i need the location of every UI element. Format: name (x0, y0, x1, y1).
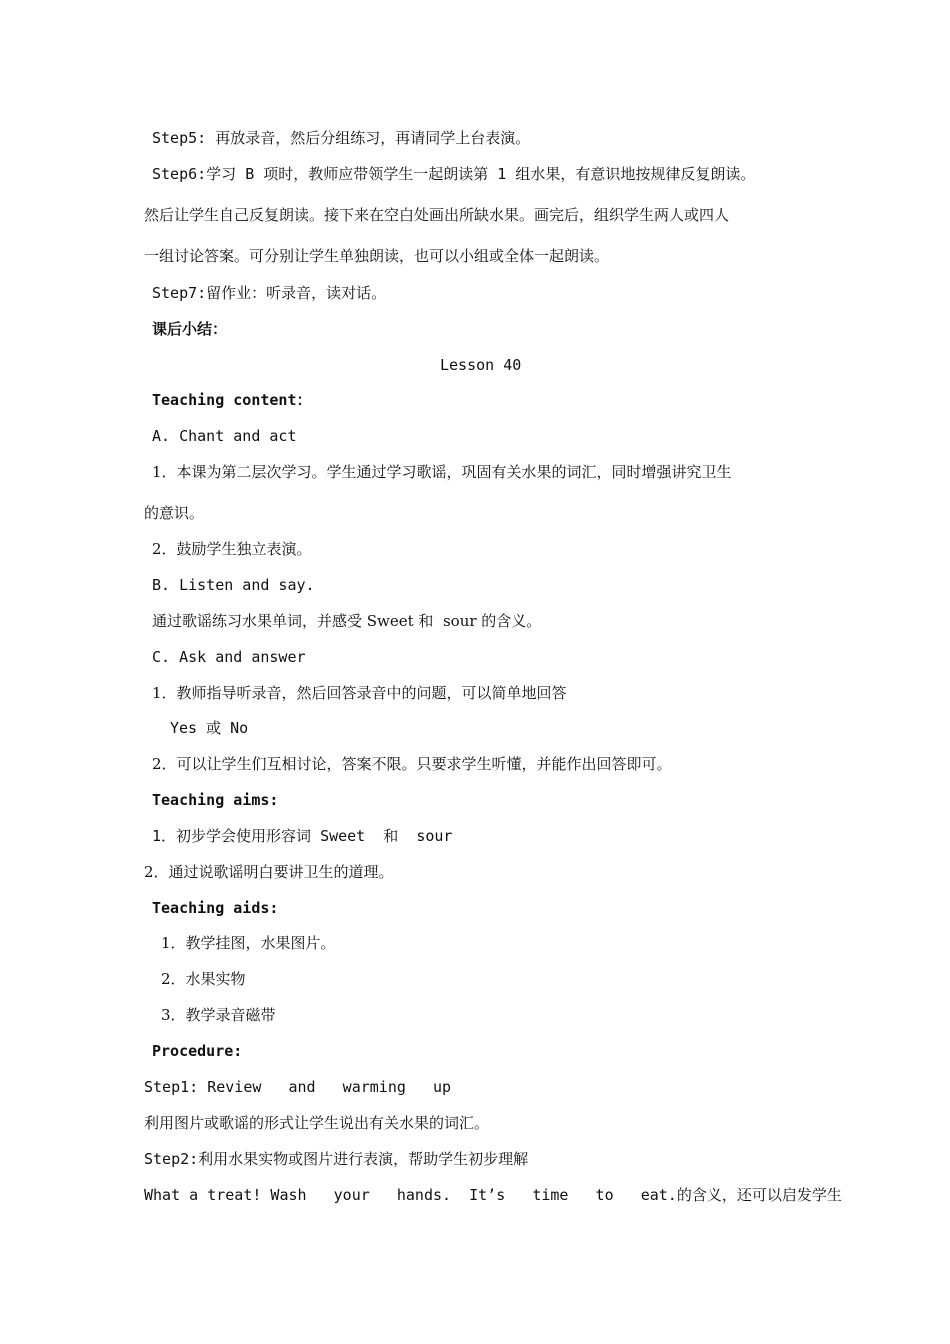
step6-line-continued-2: 一组讨论答案。可分别让学生单独朗读，也可以小组或全体一起朗读。 (144, 247, 610, 265)
step7-line: Step7:留作业：听录音，读对话。 (152, 284, 387, 302)
summary-heading: 课后小结： (152, 320, 228, 338)
section-a-item-1: 1．本课为第二层次学习。学生通过学习歌谣，巩固有关水果的词汇，同时增强讲究卫生 (152, 463, 732, 481)
teaching-content-heading: Teaching content： (152, 391, 312, 409)
teaching-aids-item-2: 2．水果实物 (161, 970, 246, 988)
teaching-aims-item-1: 1．初步学会使用形容词 Sweet 和 sour (152, 827, 453, 845)
section-b-text: 通过歌谣练习水果单词，并感受 Sweet 和 sour 的含义。 (152, 612, 542, 630)
section-c-item-1-continued: Yes 或 No (170, 719, 249, 737)
procedure-heading: Procedure: (152, 1042, 243, 1060)
lesson-title: Lesson 40 (440, 356, 522, 374)
section-c-item-1: 1．教师指导听录音，然后回答录音中的问题，可以简单地回答 (152, 684, 567, 702)
procedure-step2-continued: What a treat! Wash your hands. It’s time to eat.的含义，还可以启发学生 (144, 1186, 842, 1204)
step6-line: Step6:学习 B 项时，教师应带领学生一起朗读第 1 组水果，有意识地按规律反复朗读。 (152, 165, 756, 183)
procedure-step2: Step2:利用水果实物或图片进行表演，帮助学生初步理解 (144, 1150, 529, 1168)
teaching-aids-item-1: 1．教学挂图，水果图片。 (161, 934, 336, 952)
teaching-aims-item-2: 2．通过说歌谣明白要讲卫生的道理。 (144, 863, 394, 881)
section-a-heading: A. Chant and act (152, 427, 297, 445)
teaching-aids-heading: Teaching aids: (152, 899, 279, 917)
section-b-heading: B. Listen and say. (152, 576, 315, 594)
section-a-item-2: 2．鼓励学生独立表演。 (152, 540, 312, 558)
step6-line-continued-1: 然后让学生自己反复朗读。接下来在空白处画出所缺水果。画完后，组织学生两人或四人 (144, 206, 730, 224)
teaching-aids-item-3: 3．教学录音磁带 (161, 1006, 276, 1024)
procedure-step1: Step1: Review and warming up (144, 1078, 452, 1096)
step5-line: Step5: 再放录音，然后分组练习，再请同学上台表演。 (152, 129, 531, 147)
procedure-step1-text: 利用图片或歌谣的形式让学生说出有关水果的词汇。 (144, 1114, 490, 1132)
section-c-item-2: 2．可以让学生们互相讨论，答案不限。只要求学生听懂，并能作出回答即可。 (152, 755, 672, 773)
section-a-item-1-continued: 的意识。 (144, 504, 205, 522)
teaching-aims-heading: Teaching aims: (152, 791, 279, 809)
section-c-heading: C. Ask and answer (152, 648, 306, 666)
